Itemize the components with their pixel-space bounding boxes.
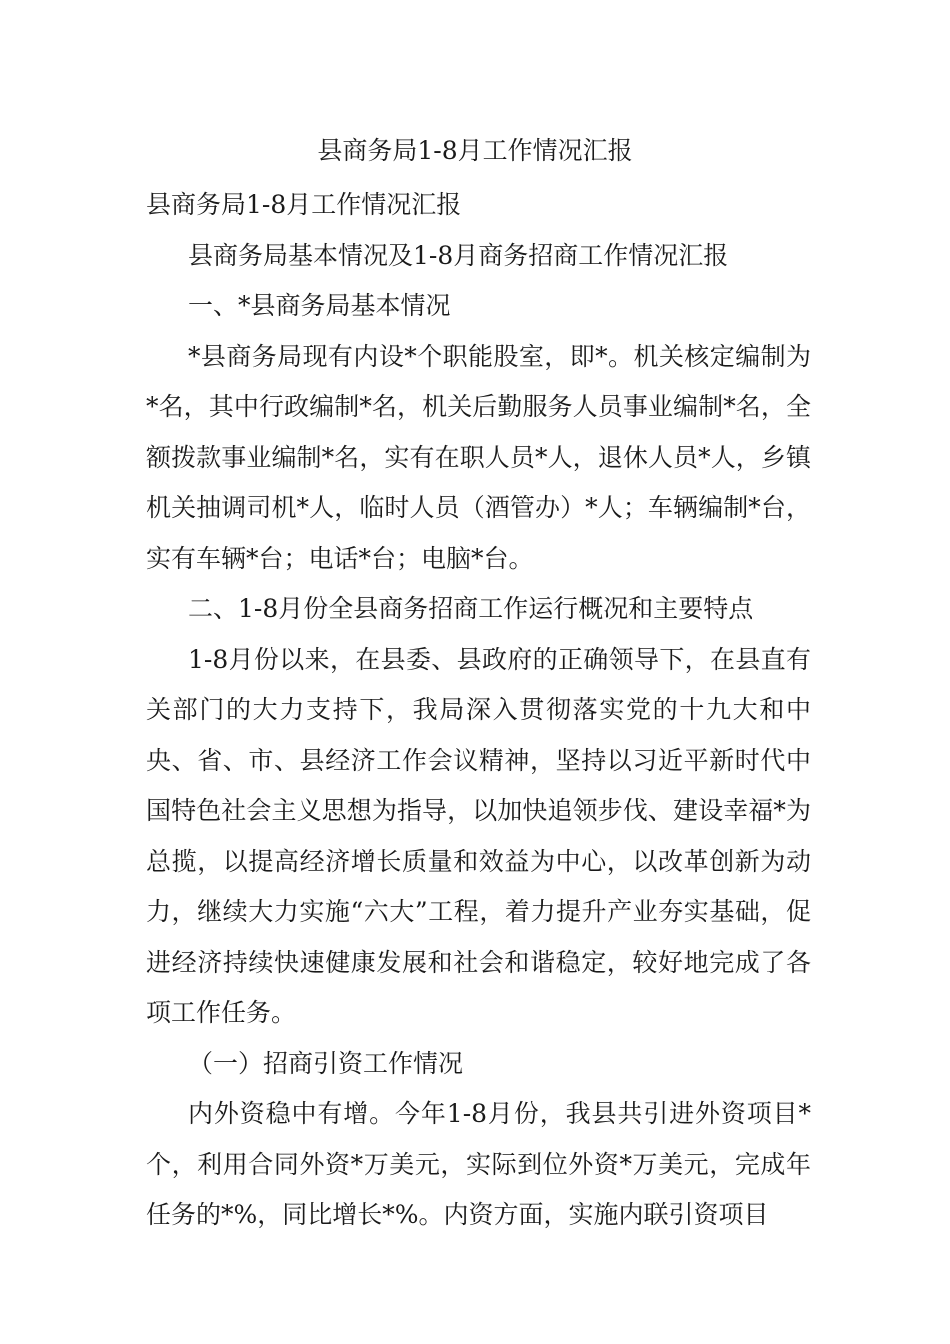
section-heading-1: 一、*县商务局基本情况: [188, 291, 451, 320]
section-heading-2: 二、1-8月份全县商务招商工作运行概况和主要特点: [188, 594, 754, 623]
paragraph-investment: 内外资稳中有增。今年1-8月份，我县共引进外资项目*个，利用合同外资*万美元，实际到位外资*万美元，完成年任务的*%，同比增长*%。内资方面，实施内联引资项目: [146, 1099, 811, 1229]
document-title: 县商务局1-8月工作情况汇报: [317, 136, 633, 165]
document-body: [146, 180, 811, 1241]
paragraph-overview: 1-8月份以来，在县委、县政府的正确领导下，在县直有关部门的大力支持下，我局深入贯彻落实党的十九大和中央、省、市、县经济工作会议精神，坚持以习近平新时代中国特色社会主义思想为指导，以加快追领步伐、建设幸福*为总揽，以提高经济增长质量和效益为中心，以改革创新为动力，继续大力实施“六大”工程，着力提升产业夯实基础，促进经济持续快速健康发展和社会和谐稳定，较好地完成了各项工作任务。: [146, 644, 811, 1027]
paragraph-report-heading: 县商务局基本情况及1-8月商务招商工作情况汇报: [188, 240, 729, 270]
subsection-heading-1: （一）招商引资工作情况: [188, 1048, 464, 1078]
paragraph-basic-info: *县商务局现有内设*个职能股室，即*。机关核定编制为*名，其中行政编制*名，机关后勤服务人员事业编制*名，全额拨款事业编制*名，实有在职人员*人，退休人员*人，乡镇机关抽调司机*人，临时人员（酒管办）*人；车辆编制*台，实有车辆*台；电话*台；电脑*台。: [146, 341, 811, 573]
paragraph-subtitle: 县商务局1-8月工作情况汇报: [146, 190, 462, 219]
